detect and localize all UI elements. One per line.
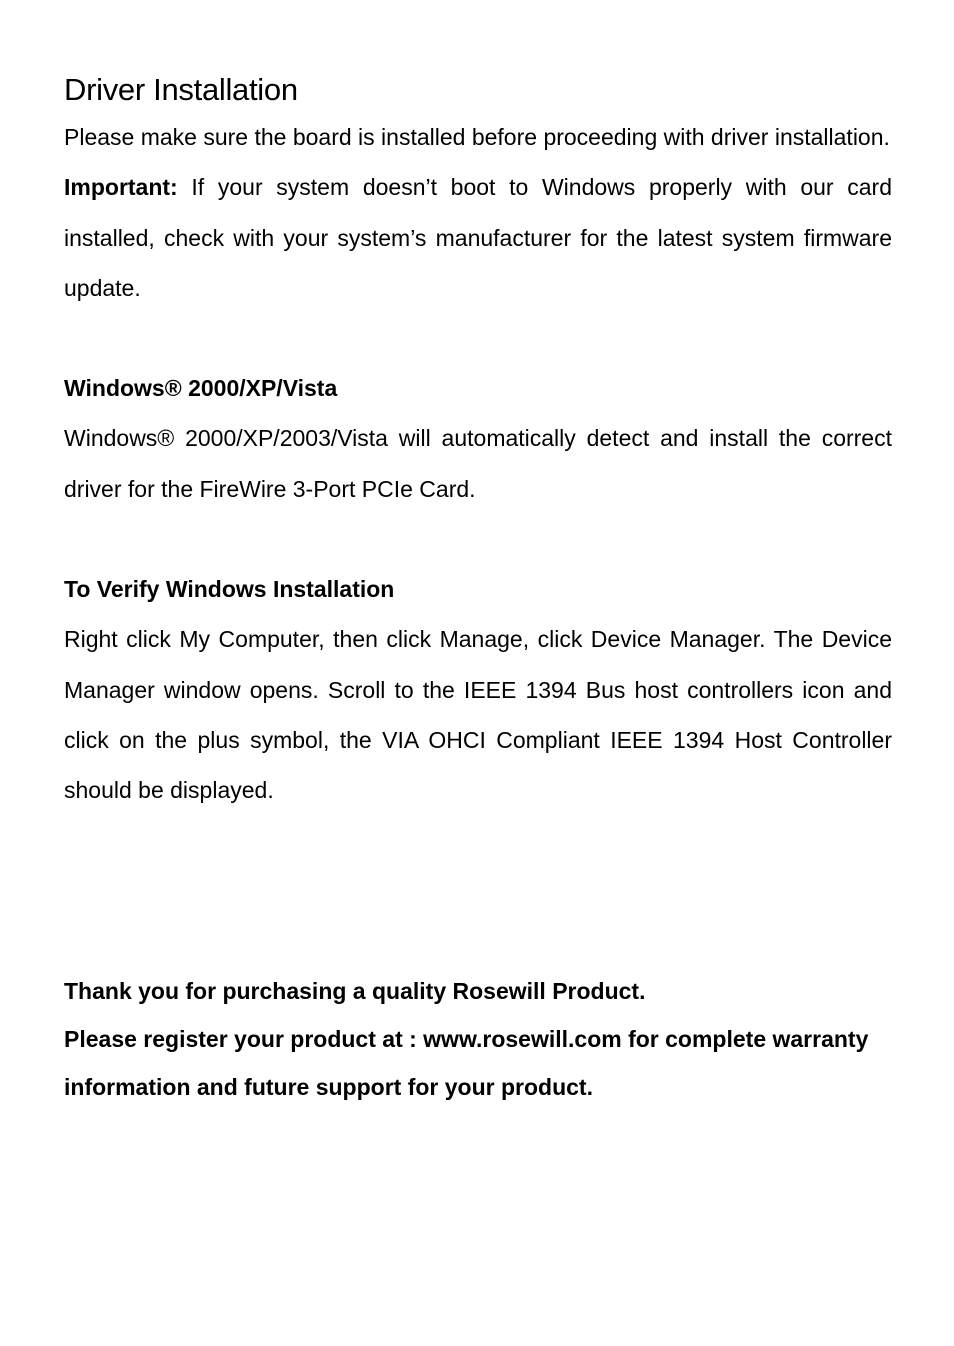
document-page bbox=[64, 68, 892, 1111]
spacer bbox=[64, 514, 892, 564]
thanks-block bbox=[64, 967, 892, 1112]
spacer bbox=[64, 313, 892, 363]
verify-paragraph: Right click My Computer, then click Manage, click Device Manager. The Device Manager window opens. Scroll to the IEEE 1394 Bus host controllers icon and click on the plus symbol, the VIA OHCI Compliant IEEE 1394 Host Controller should be displayed. bbox=[64, 626, 892, 804]
thanks-line: Thank you for purchasing a quality Rosewill Product. bbox=[64, 977, 646, 1004]
important-label: Important: bbox=[64, 174, 178, 201]
register-line: Please register your product at : www.rosewill.com for complete warranty information and future support for your product. bbox=[64, 1025, 869, 1101]
important-paragraph bbox=[64, 162, 892, 313]
windows-paragraph: Windows® 2000/XP/2003/Vista will automatically detect and install the correct driver for the FireWire 3-Port PCIe Card. bbox=[64, 425, 892, 502]
important-text: If your system doesn’t boot to Windows properly with our card installed, check with your system’s manufacturer for the latest system firmware update. bbox=[64, 174, 892, 301]
page-title: Driver Installation bbox=[64, 72, 298, 107]
windows-heading: Windows® 2000/XP/Vista bbox=[64, 375, 338, 402]
verify-heading: To Verify Windows Installation bbox=[64, 576, 395, 603]
spacer bbox=[64, 816, 892, 967]
intro-paragraph: Please make sure the board is installed before proceeding with driver installation. bbox=[64, 124, 890, 150]
